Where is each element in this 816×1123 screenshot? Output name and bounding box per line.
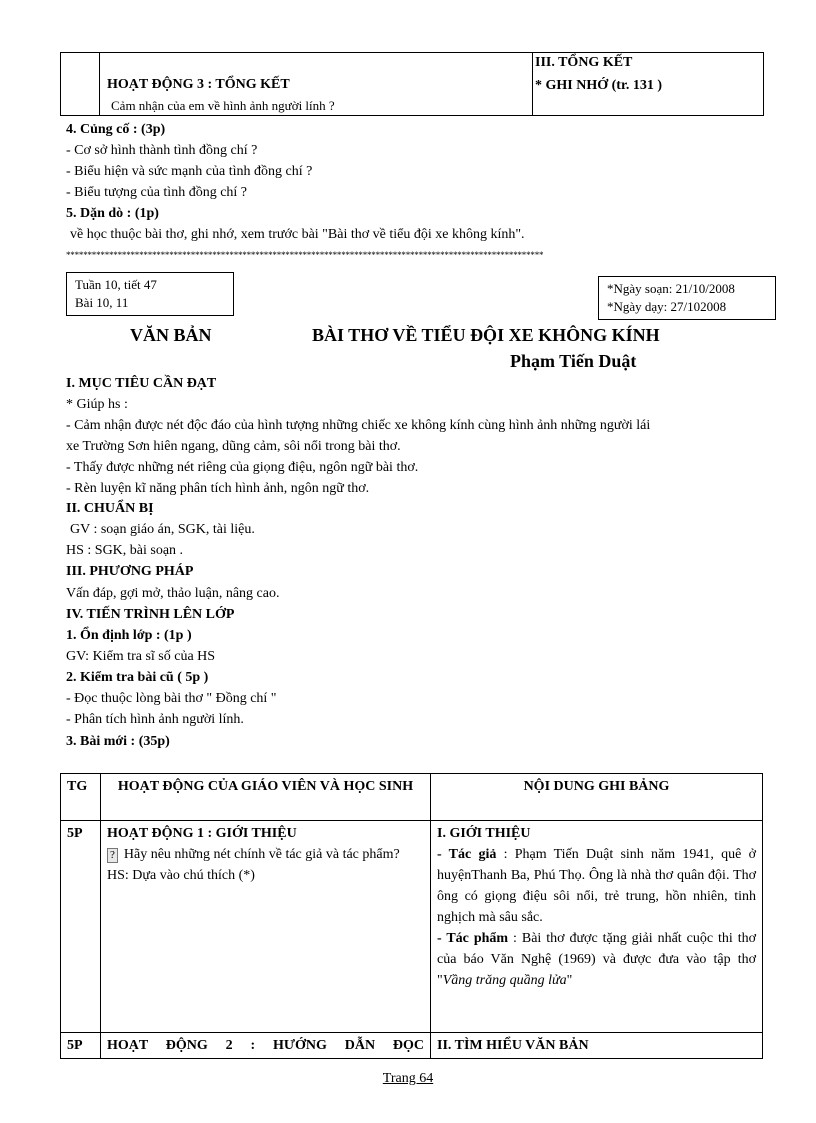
row1-activity-title: HOẠT ĐỘNG 1 : GIỚI THIỆU — [107, 826, 297, 841]
step2-heading: 2. Kiểm tra bài cũ ( 5p ) — [66, 670, 209, 685]
row2-content-heading: II. TÌM HIỂU VĂN BẢN — [431, 1033, 763, 1059]
lesson-type: VĂN BẢN — [130, 325, 212, 345]
teach-date: *Ngày dạy: 27/102008 — [607, 299, 727, 314]
step2-item: - Phân tích hình ảnh người lính. — [66, 712, 244, 727]
homework-text: về học thuộc bài thơ, ghi nhớ, xem trước bài "Bài thơ về tiểu đội xe không kính". — [70, 227, 525, 242]
prep-date: *Ngày soạn: 21/10/2008 — [607, 281, 735, 296]
row1-activity — [101, 821, 431, 1033]
preparation-gv: GV : soạn giáo án, SGK, tài liệu. — [70, 522, 255, 537]
author-paragraph: - Tác giả : Phạm Tiến Duật sinh năm 1941, quê ở huyệnThanh Ba, Phú Thọ. Ông là nhà thơ quân đội. Thơ ông có giọng điệu sôi nổi, trẻ trung, hồn nhiên, tinh nghịch mà sâu sắc. — [437, 847, 756, 925]
activity-3-title: HOẠT ĐỘNG 3 : TỔNG KẾT — [107, 77, 290, 92]
objective-item-continued: xe Trường Sơn hiên ngang, dũng cảm, sôi nổi trong bài thơ. — [66, 439, 401, 454]
week-line: Tuần 10, tiết 47 — [75, 277, 157, 292]
preparation-hs: HS : SGK, bài soạn . — [66, 543, 184, 558]
method-heading: III. PHƯƠNG PHÁP — [66, 564, 194, 579]
consolidation-item: - Cơ sở hình thành tình đồng chí ? — [66, 143, 258, 158]
step3-heading: 3. Bài mới : (35p) — [66, 734, 170, 749]
summary-cell — [532, 53, 765, 115]
time-cell — [61, 53, 100, 115]
objective-item: - Cảm nhận được nét độc đáo của hình tượng những chiếc xe không kính cùng hình ảnh những người lái — [66, 418, 651, 433]
consolidation-item: - Biểu hiện và sức mạnh của tình đồng chí ? — [66, 164, 313, 179]
date-box — [598, 276, 776, 320]
table-header-row — [61, 774, 763, 821]
question-mark-icon: ? — [107, 848, 118, 863]
activity-3-question: Cảm nhận của em về hình ảnh người lính ? — [111, 98, 335, 113]
objectives-intro: * Giúp hs : — [66, 397, 128, 412]
week-box — [66, 272, 234, 316]
step1-text: GV: Kiểm tra sĩ số của HS — [66, 649, 216, 664]
summary-heading: III. TỔNG KẾT — [535, 55, 633, 70]
homework-heading: 5. Dặn dò : (1p) — [66, 206, 159, 221]
row1-time: 5P — [61, 821, 101, 1033]
consolidation-heading: 4. Củng cố : (3p) — [66, 122, 166, 137]
table-row — [61, 1033, 763, 1059]
row2-activity-title: HOẠT ĐỘNG 2 : HƯỚNG DẪN ĐỌC — [101, 1033, 431, 1059]
step1-heading: 1. Ổn định lớp : (1p ) — [66, 628, 192, 643]
method-text: Vấn đáp, gợi mở, thảo luận, nâng cao. — [66, 586, 280, 601]
row1-content-heading: I. GIỚI THIỆU — [437, 826, 531, 841]
objective-item: - Rèn luyện kĩ năng phân tích hình ảnh, ngôn ngữ thơ. — [66, 481, 370, 496]
lesson-table — [60, 773, 763, 1059]
objective-item: - Thấy được những nét riêng của giọng điệu, ngôn ngữ bài thơ. — [66, 460, 419, 475]
row1-question: ? Hãy nêu những nét chính về tác giả và tác phẩm? — [107, 844, 424, 865]
objectives-heading: I. MỤC TIÊU CẦN ĐẠT — [66, 376, 217, 391]
procedure-heading: IV. TIẾN TRÌNH LÊN LỚP — [66, 607, 235, 622]
lesson-number-line: Bài 10, 11 — [75, 295, 129, 310]
preparation-heading: II. CHUẨN BỊ — [66, 501, 154, 516]
header-activity: HOẠT ĐỘNG CỦA GIÁO VIÊN VÀ HỌC SINH — [101, 774, 431, 821]
header-tg: TG — [61, 774, 101, 821]
row2-time: 5P — [61, 1033, 101, 1059]
lesson-title: BÀI THƠ VỀ TIỂU ĐỘI XE KHÔNG KÍNH — [312, 325, 660, 345]
work-paragraph: - Tác phẩm : Bài thơ được tặng giải nhất cuộc thi thơ của báo Văn Nghệ (1969) và được đưa vào tập thơ "Vầng trăng quầng lửa" — [437, 931, 757, 988]
table-row — [61, 821, 763, 1033]
consolidation-item: - Biểu tượng của tình đồng chí ? — [66, 185, 248, 200]
star-separator: *************************************************************************************************************** — [66, 250, 544, 260]
summary-table — [60, 52, 764, 116]
step2-item: - Đọc thuộc lòng bài thơ " Đồng chí " — [66, 691, 277, 706]
header-content: NỘI DUNG GHI BẢNG — [431, 774, 763, 821]
summary-note: * GHI NHỚ (tr. 131 ) — [535, 78, 663, 93]
lesson-author: Phạm Tiến Duật — [510, 351, 637, 371]
row1-answer: HS: Dựa vào chú thích (*) — [107, 868, 255, 883]
row1-content — [431, 821, 763, 1033]
page-number: Trang 64 — [382, 1071, 434, 1086]
